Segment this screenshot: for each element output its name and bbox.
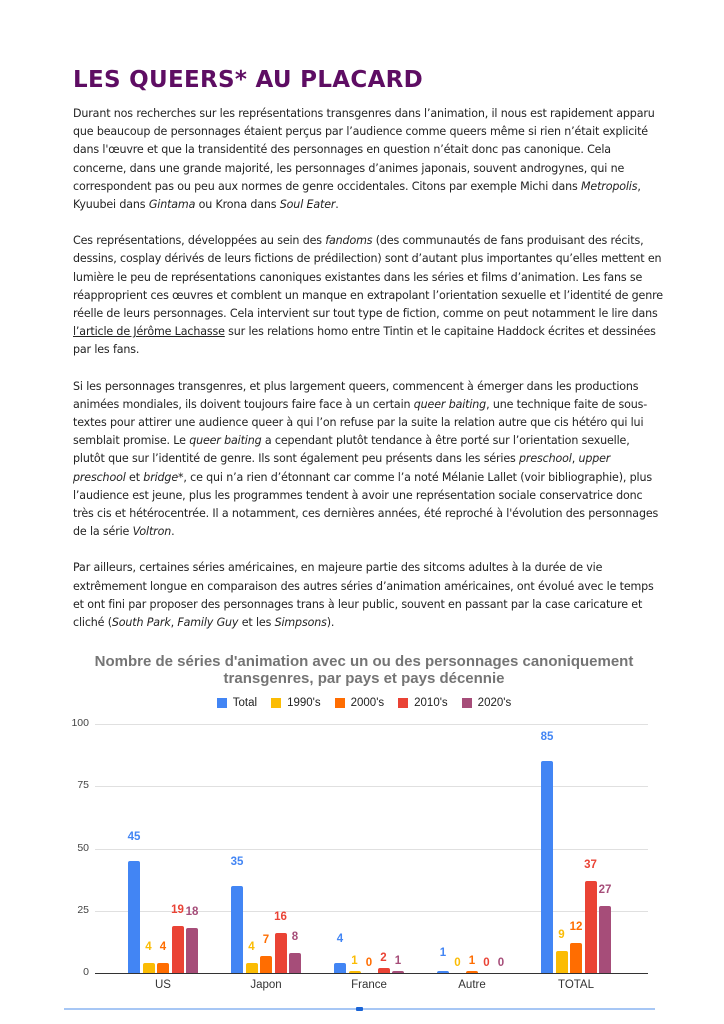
legend-swatch-icon bbox=[462, 698, 472, 708]
data-label: 1 bbox=[468, 954, 476, 967]
data-label: 4 bbox=[145, 941, 152, 954]
chart-title: Nombre de séries d'animation avec un ou des personnages canoniquement transgenres, par pays et pays décennie bbox=[94, 653, 634, 687]
y-tick-label: 50 bbox=[77, 841, 89, 854]
article-lachasse-link[interactable]: l’article de Jérôme Lachasse bbox=[73, 325, 225, 339]
data-label: 37 bbox=[584, 858, 597, 871]
legend-item bbox=[217, 697, 257, 709]
bar bbox=[349, 971, 361, 973]
bar bbox=[157, 963, 169, 973]
bar bbox=[289, 953, 301, 973]
data-label: 0 bbox=[497, 957, 505, 969]
data-label: 85 bbox=[540, 731, 554, 744]
x-category-label: TOTAL bbox=[558, 979, 594, 991]
y-tick-label: 100 bbox=[71, 717, 89, 729]
data-label: 1 bbox=[439, 946, 447, 959]
x-category-label: US bbox=[155, 979, 171, 991]
data-label: 19 bbox=[171, 903, 184, 916]
bar bbox=[437, 971, 449, 973]
bar bbox=[128, 861, 140, 973]
paragraph-3: Si les personnages transgenres, et plus largement queers, commencent à émerger dans les productions animées mondiales, ils doivent toujours faire face à un certain queer baiting, une technique faite de sous-textes pour attirer une audience queer à qui l’on refuse par la suite la relation autre que cis hétéro qui lui semblait promise. Le queer baiting a cependant plutôt tendance à être porté sur l’orientation sexuelle, plutôt que sur l’identité de genre. Ils sont également peu présents dans les séries preschool, upper preschool et bridge*, ce qui n’a rien d’étonnant car comme l’a noté Mélanie Lallet (voir bibliographie), plus l’audience est jeune, plus les programmes tendent à avoir une représentation sociale conservatrice donc très cis et hétérocentrée. Il a notamment, ces dernières années, été reproché à l'évolution des personnages de la série Voltron. bbox=[73, 379, 659, 539]
bar bbox=[392, 971, 404, 973]
data-label: 12 bbox=[569, 921, 583, 934]
legend-swatch-icon bbox=[398, 698, 408, 708]
bar bbox=[172, 926, 184, 973]
gridline bbox=[95, 724, 648, 725]
bar bbox=[378, 968, 390, 973]
bar bbox=[143, 963, 155, 973]
bar-chart bbox=[64, 648, 664, 1008]
paragraph-4: Par ailleurs, certaines séries américaines, en majeure partie des sitcoms adultes à la durée de vie extrêmement longue en comparaison des autres séries d’animation américaines, ont évolué avec le temps et ont fini par proposer des personnages trans à leur public, souvent en passant par la case caricature et cliché (South Park, Family Guy et les Simpsons). bbox=[73, 561, 654, 630]
legend-item bbox=[271, 697, 321, 709]
horizontal-scrollbar[interactable] bbox=[64, 1008, 655, 1010]
data-label: 18 bbox=[185, 906, 199, 919]
data-label: 4 bbox=[248, 941, 255, 954]
y-tick-label: 25 bbox=[77, 903, 89, 916]
legend-label: 2010's bbox=[414, 697, 448, 709]
x-category-label: Autre bbox=[458, 979, 486, 991]
data-label: 0 bbox=[365, 957, 373, 969]
data-label: 1 bbox=[394, 954, 402, 967]
paragraph-2: Ces représentations, développées au sein des fandoms (des communautés de fans produisant des récits, dessins, cosplay dérivés de leurs fictions de prédilection) sont d’autant plus importantes qu’elles mettent en lumière le peu de représentations canoniques existantes dans les séries et films d’animation. Les fans se réapproprient ces œuvres et comblent un manque en extrapolant l’orientation sexuelle et l’identité de genre réelle de leurs personnages. Cela intervient sur tout type de fiction, comme on peut notamment le lire dans l’article de Jérôme Lachasse sur les relations homo entre Tintin et le capitaine Haddock écrites et dessinées par les fans. bbox=[73, 234, 663, 357]
data-label: 8 bbox=[291, 931, 299, 944]
x-category-label: Japon bbox=[250, 979, 282, 991]
legend-swatch-icon bbox=[335, 698, 345, 708]
data-label: 0 bbox=[454, 957, 461, 969]
legend-swatch-icon bbox=[271, 698, 281, 708]
bar bbox=[186, 928, 198, 973]
data-label: 35 bbox=[230, 855, 244, 868]
legend-item bbox=[335, 697, 385, 709]
data-label: 9 bbox=[558, 928, 565, 941]
data-label: 7 bbox=[262, 933, 270, 946]
page-title: LES QUEERS* AU PLACARD bbox=[73, 67, 424, 93]
bar bbox=[599, 906, 611, 973]
data-label: 0 bbox=[483, 957, 490, 969]
bar bbox=[246, 963, 258, 973]
legend-swatch-icon bbox=[217, 698, 227, 708]
legend-item bbox=[462, 697, 512, 709]
data-label: 2 bbox=[380, 952, 387, 965]
x-category-label: France bbox=[351, 979, 387, 991]
chart-legend bbox=[64, 697, 664, 709]
y-tick-label: 75 bbox=[77, 779, 89, 792]
data-label: 45 bbox=[127, 830, 141, 843]
bar bbox=[570, 943, 582, 973]
data-label: 16 bbox=[274, 911, 287, 924]
bar bbox=[541, 761, 553, 973]
legend-label: Total bbox=[232, 697, 258, 709]
y-tick-label: 0 bbox=[83, 966, 89, 978]
bar bbox=[260, 956, 272, 973]
data-label: 4 bbox=[336, 933, 344, 946]
legend-label: 1990's bbox=[287, 697, 321, 709]
article bbox=[73, 64, 663, 650]
data-label: 27 bbox=[598, 883, 612, 896]
gridline bbox=[95, 849, 648, 850]
data-label: 4 bbox=[159, 941, 167, 954]
x-axis-line bbox=[95, 973, 648, 974]
paragraph-1: Durant nos recherches sur les représentations transgenres dans l’animation, il nous est rapidement apparu que beaucoup de personnages étaient perçus par l’audience comme queers même si rien n’était explicité dans l'œuvre et que la transidentité des personnages en question n’était donc pas canonique. Cela concerne, dans une grande majorité, les personnages d’animes japonais, souvent androgynes, qui ne correspondent pas ou peu aux normes de genre occidentales. Citons par exemple Michi dans Metropolis, Kyuubei dans Gintama ou Krona dans Soul Eater. bbox=[73, 107, 655, 212]
gridline bbox=[95, 786, 648, 787]
bar bbox=[231, 886, 243, 973]
legend-label: 2020's bbox=[477, 697, 512, 709]
data-label: 1 bbox=[351, 954, 358, 967]
legend-item bbox=[398, 697, 448, 709]
legend-label: 2000's bbox=[350, 697, 385, 709]
bar bbox=[466, 971, 478, 973]
scrollbar-handle[interactable] bbox=[356, 1007, 363, 1011]
bar bbox=[556, 951, 568, 973]
